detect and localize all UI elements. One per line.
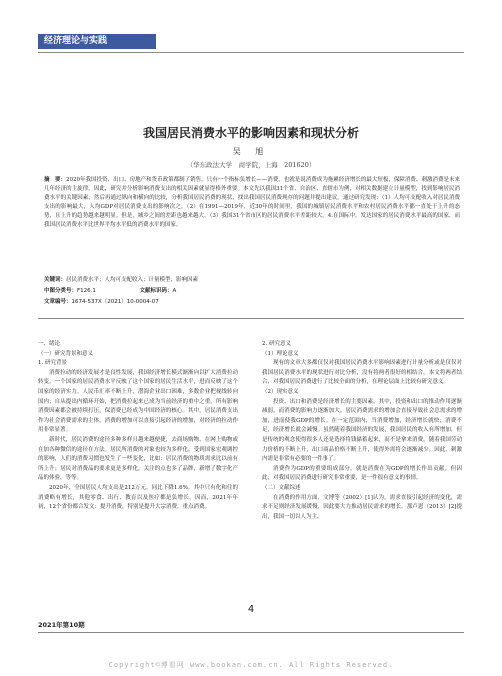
copyright-watermark: Copyright©博看网 www.bookan.com.cn. All Rights Reserved. xyxy=(108,661,394,669)
clc-value: F126.1 xyxy=(77,288,96,294)
section-heading: （1）理论意义 xyxy=(262,350,299,357)
article-author: 吴 旭 xyxy=(232,147,270,156)
footer-rule xyxy=(38,632,464,633)
article-no-value: 1674-537X（2021）10-0004-07 xyxy=(71,299,159,305)
page-number: 4 xyxy=(247,604,255,615)
body-paragraph: 在消费的作用方面，文博等（2002）[1]认为，需求直接引起经济的变化，需求不足则经济发展缓慢，因此要大力推动居民需求的增长。那卢恩（2013）[2]提出，我国一切以人为主， xyxy=(262,494,462,520)
body-paragraph: 消费拉动的经济发展才是良性发展，我国经济增长模式渐渐向以扩大消费拉动转变。一个国家的居民消费水平反映了这个国家的居民生活水平，进而反映了这个国家的经济实力。人民币汇率不断上升，潜海企业出口困难，多数企业把视线转向国内；自从提出内循环开始，把消费拉起来已成为当前经济的重中之重，所有影响消费因素都会被持续打压，保消费已经成为中国经济的核心。其中，居民消费支出作为社会消费需求的主体，消费的增加可以直接引起经济的增加，对经济的拉动作用非常显著。 xyxy=(38,369,238,434)
section-heading: （2）现实意义 xyxy=(262,388,299,395)
classification xyxy=(44,287,176,296)
doc-code-label: 文献标识码： xyxy=(139,288,173,294)
body-paragraph: 2020年，全国居民人均支出是212万元，同比下降1.6%。其中只有化和住的消费略有增长，其他零食、出行、教育以及医疗都是负增长。因而，2021年年初，12个省份都合发文：提升消费，特别是提升大宗消费，重点消费。 xyxy=(38,484,238,511)
body-paragraph: 消费作为GDP的重要组成部分，就是消费在为GDP的增长作出贡献。但因此，对我国居民消费进行研究非常重要，是一件很有意义的事情。 xyxy=(262,465,462,482)
abstract-rule xyxy=(38,318,464,319)
section-tag: 经济理论与实践 xyxy=(38,34,156,49)
article-affiliation: （华东政法大学 商学院，上海 201620） xyxy=(186,161,316,169)
left-column xyxy=(38,340,238,513)
article-no-label: 文章编号： xyxy=(44,299,72,305)
keywords-label: 关键词： xyxy=(44,277,67,283)
section-heading: （二）文献综述 xyxy=(262,484,301,491)
keywords-text: 居民消费水平；人均可支配收入；计量模型；影响因素 xyxy=(66,277,199,283)
body-paragraph: 新时代，居民消费的途径多种多样且越来越便捷，去商场购物、在网上购物或在加各种微信的途径在方法。居民所消费的对象也较为多样化。受到国家宏观调控的影响，人们的消费习惯也发生了一些变化，比如：居民消费的物质需求比以前有所上升；居民对消费品的要求更是多样化，关注的点也多了品牌，新增了数字化产品的体验，等等。 xyxy=(38,436,238,482)
doc-code-value: A xyxy=(172,288,177,294)
section-heading: 1. 研究背景 xyxy=(38,360,67,367)
article-title: 我国居民消费水平的影响因素和现状分析 xyxy=(142,126,359,140)
clc-label: 中图分类号： xyxy=(44,288,78,294)
body-paragraph: 投资、出口和消费是经济增长的主要因素，其中，投资和出口的推动作用逐渐减弱，而消费的影响力逐渐加大。居民消费需求的增加会直接导致社会总需求的增加，进而使我GDP的增长。在一定范围内，当消费增加，经济增长就快；消费不足，经济增长就会减慢。虽然随着我国经济的发展，我国居民的收入有所增加，但是传统的观念使得很多人还是选择将钱储蓄起来，而不是拿来消费。随着我国劳动力价格的不断上升，出口商品价格不断上升，使得外需将会逐渐减少。因此，刺激内需是非常有必要的一件事了。 xyxy=(262,398,462,463)
section-heading: （一）研究背景和意义 xyxy=(38,350,94,357)
issue-label: 2021年第10期 xyxy=(38,621,85,629)
keywords xyxy=(44,276,198,285)
section-heading: 一、绪论 xyxy=(38,341,61,347)
section-heading: 2. 研究意义 xyxy=(262,341,291,347)
right-column xyxy=(262,340,462,522)
abstract-label: 摘 要： xyxy=(44,177,67,183)
header-rule xyxy=(38,52,464,53)
body-paragraph: 现有的文章大多都仅仅对我国居民消费水平影响因素进行计量分析或是仅仅对我国居民消费水平的现状进行对比分析，没有将两者很好的相结合。本文将两者结合，对我国居民消费进行了比较全面的分析，在理论层面上比较有研究意义。 xyxy=(262,360,462,386)
article-number xyxy=(44,298,159,307)
abstract xyxy=(44,176,460,230)
abstract-text: 2020年我国投资、出口、房地产和货币政策都制了销售，只有一个指标负增长——消费，也就是说消费成为拖累经济增长的最大短板，保障消费、刺激消费是未来几年经济的主旋律。因此，研究并分析影响消费支出的相关因素就显得格外重要。本文先以我国31个省、自治区、直辖市为例，对相关数据建立计量模型，找到影响居民消费水平的关键因素，然后再通过纵向和横向的比较，分析我国居民消费的现状，找出我国居民消费现存的问题并提出建议。通过研究发现：（1）人均可支配收入对居民消费支出的影响最大，人均GDP对居民消费支出的影响次之。（2）在1991—2019年，近30年的时间里，我国的城镇居民消费水平和农村居民消费水平都一直处于上升的态势，且上升的趋势越来越明显。但是，城乡之间的差距也越来越大。（3）我国31个省市区的居民消费水平差距较大。4.在国际中，发达国家的居民消费水平最高的国家，而我国居民消费水平比世界平均水平低的消费水平的国家。 xyxy=(44,177,460,228)
